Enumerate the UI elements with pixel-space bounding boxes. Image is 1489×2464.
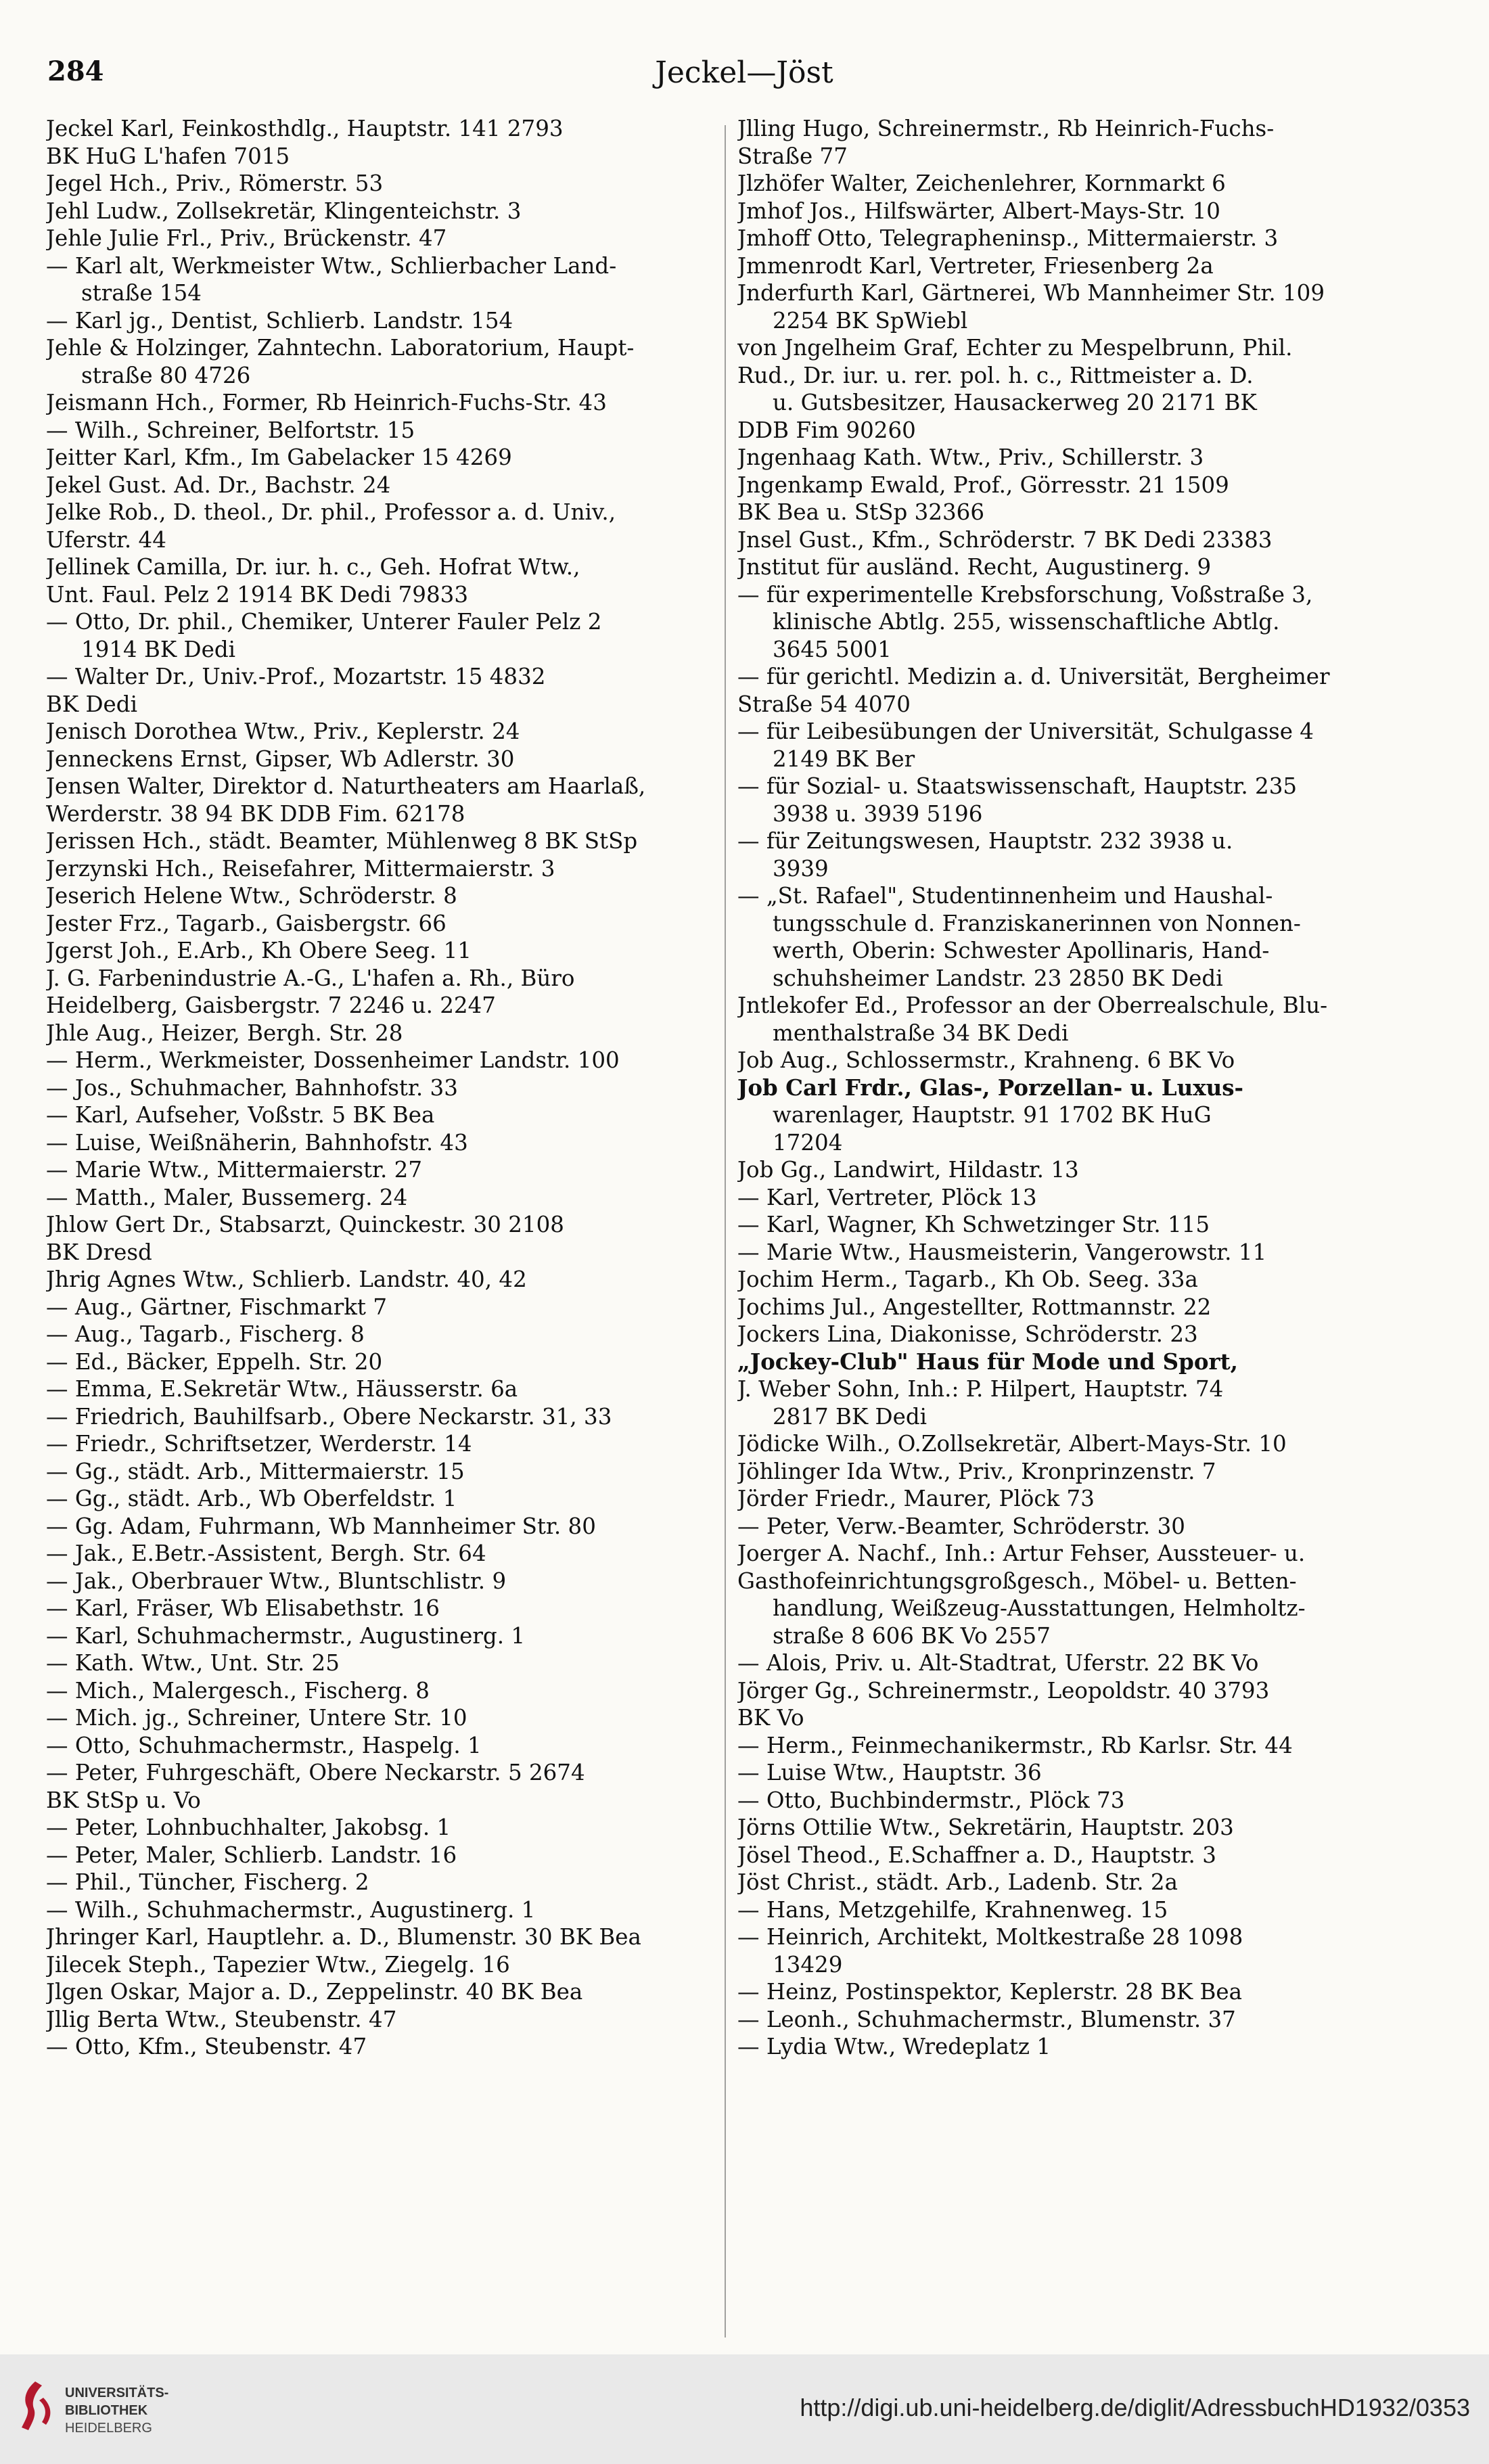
directory-entry: DDB Fim 90260 <box>737 417 916 443</box>
directory-entry: Jekel Gust. Ad. Dr., Bachstr. 24 <box>46 472 391 498</box>
directory-entry: Jmhoff Otto, Telegrapheninsp., Mittermaierstr. 3 <box>737 225 1279 251</box>
directory-entry: Jehle Julie Frl., Priv., Brückenstr. 47 <box>46 225 447 251</box>
page-header <box>47 55 1441 103</box>
directory-entry: Jörger Gg., Schreinermstr., Leopoldstr. 40 3793 <box>737 1677 1270 1704</box>
right-column <box>737 115 1421 2061</box>
university-library-logo-icon <box>19 2380 51 2432</box>
directory-entry: Jörns Ottilie Wtw., Sekretärin, Hauptstr. 203 <box>737 1815 1234 1840</box>
directory-entry: Jntlekofer Ed., Professor an der Oberrealschule, Blu- <box>737 993 1328 1018</box>
directory-entry: 3645 5001 <box>773 636 892 662</box>
directory-entry: Jochims Jul., Angestellter, Rottmannstr. 22 <box>737 1294 1212 1320</box>
directory-entry: Jochim Herm., Tagarb., Kh Ob. Seeg. 33a <box>737 1267 1198 1292</box>
column-divider <box>725 125 726 2337</box>
directory-entry: Jhlow Gert Dr., Stabsarzt, Quinckestr. 30 2108 <box>46 1212 564 1237</box>
left-column <box>46 115 729 2061</box>
directory-entry: — Kath. Wtw., Unt. Str. 25 <box>46 1650 340 1676</box>
directory-entry: — Ed., Bäcker, Eppelh. Str. 20 <box>46 1348 383 1375</box>
directory-entry: Jelke Rob., D. theol., Dr. phil., Professor a. d. Univ., <box>46 499 616 525</box>
directory-entry: — Peter, Fuhrgeschäft, Obere Neckarstr. 5 2674 <box>46 1760 585 1785</box>
directory-entry: Heidelberg, Gaisbergstr. 7 2246 u. 2247 <box>46 993 496 1018</box>
directory-entry: Jerzynski Hch., Reisefahrer, Mittermaierstr. 3 <box>46 855 555 882</box>
directory-entry: Jhrig Agnes Wtw., Schlierb. Landstr. 40, 42 <box>46 1267 527 1292</box>
directory-entry: — Friedrich, Bauhilfsarb., Obere Neckarstr. 31, 33 <box>46 1403 612 1430</box>
directory-entry: — Wilh., Schreiner, Belfortstr. 15 <box>46 417 415 443</box>
directory-entry: J. Weber Sohn, Inh.: P. Hilpert, Hauptstr. 74 <box>737 1376 1224 1402</box>
directory-entry: — Leonh., Schuhmachermstr., Blumenstr. 37 <box>737 2006 1236 2032</box>
directory-entry: BK HuG L'hafen 7015 <box>46 143 290 169</box>
footer-bar <box>0 2354 1489 2464</box>
directory-entry: Jmhof Jos., Hilfswärter, Albert-Mays-Str. 10 <box>737 198 1220 224</box>
directory-entry: werth, Oberin: Schwester Apollinaris, Hand- <box>773 938 1270 963</box>
directory-entry: Unt. Faul. Pelz 2 1914 BK Dedi 79833 <box>46 581 468 608</box>
directory-entry: Jösel Theod., E.Schaffner a. D., Hauptstr. 3 <box>737 1842 1216 1868</box>
directory-entry: schuhsheimer Landstr. 23 2850 BK Dedi <box>773 965 1223 991</box>
directory-entry: — Karl, Schuhmachermstr., Augustinerg. 1 <box>46 1622 526 1649</box>
directory-entry: von Jngelheim Graf, Echter zu Mespelbrunn, Phil. <box>737 335 1293 361</box>
directory-entry: — Mich., Malergesch., Fischerg. 8 <box>46 1677 430 1704</box>
directory-entry: Jehle & Holzinger, Zahntechn. Laboratorium, Haupt- <box>46 335 635 361</box>
directory-entry: — Otto, Buchbindermstr., Plöck 73 <box>737 1787 1125 1813</box>
directory-entry: — für experimentelle Krebsforschung, Voßstraße 3, <box>737 581 1313 608</box>
directory-entry: — Jos., Schuhmacher, Bahnhofstr. 33 <box>46 1074 458 1101</box>
directory-entry: Straße 77 <box>737 143 848 169</box>
directory-entry: u. Gutsbesitzer, Hausackerweg 20 2171 BK <box>773 390 1257 415</box>
directory-entry: Jester Frz., Tagarb., Gaisbergstr. 66 <box>46 910 446 936</box>
directory-entry: Jegel Hch., Priv., Römerstr. 53 <box>46 170 384 196</box>
directory-entry: Jenisch Dorothea Wtw., Priv., Keplerstr. 24 <box>46 718 520 744</box>
directory-entry: 3939 <box>773 855 829 882</box>
directory-entry: handlung, Weißzeug-Ausstattungen, Helmholtz- <box>773 1595 1306 1621</box>
directory-entry: Jlling Hugo, Schreinermstr., Rb Heinrich-Fuchs- <box>737 116 1275 141</box>
directory-entry: Jnsel Gust., Kfm., Schröderstr. 7 BK Dedi 23383 <box>737 526 1273 553</box>
directory-entry: Jnstitut für ausländ. Recht, Augustinerg. 9 <box>737 554 1212 580</box>
directory-entry: BK Vo <box>737 1705 804 1731</box>
running-head: Jeckel—Jöst <box>655 55 833 90</box>
directory-entry: Jngenhaag Kath. Wtw., Priv., Schillerstr. 3 <box>737 444 1204 470</box>
directory-entry: 2817 BK Dedi <box>773 1403 927 1430</box>
directory-entry: Jhringer Karl, Hauptlehr. a. D., Blumenstr. 30 BK Bea <box>46 1924 641 1950</box>
directory-entry: — Heinz, Postinspektor, Keplerstr. 28 BK Bea <box>737 1979 1243 2005</box>
directory-entry: — Mich. jg., Schreiner, Untere Str. 10 <box>46 1705 467 1731</box>
directory-entry: — Otto, Dr. phil., Chemiker, Unterer Fauler Pelz 2 <box>46 609 602 635</box>
directory-entry: — Gg., städt. Arb., Wb Oberfeldstr. 1 <box>46 1486 457 1511</box>
directory-entry: — Gg., städt. Arb., Mittermaierstr. 15 <box>46 1458 465 1484</box>
directory-entry: Rud., Dr. iur. u. rer. pol. h. c., Rittmeister a. D. <box>737 362 1254 388</box>
directory-entry: — Emma, E.Sekretär Wtw., Häusserstr. 6a <box>46 1376 518 1402</box>
directory-entry: Jeitter Karl, Kfm., Im Gabelacker 15 4269 <box>46 444 512 470</box>
directory-entry: — Wilh., Schuhmachermstr., Augustinerg. 1 <box>46 1896 536 1923</box>
directory-entry: Werderstr. 38 94 BK DDB Fim. 62178 <box>46 800 465 827</box>
directory-entry: — Karl, Aufseher, Voßstr. 5 BK Bea <box>46 1102 435 1128</box>
directory-entry: Job Gg., Landwirt, Hildastr. 13 <box>737 1157 1079 1183</box>
directory-entry: — Karl, Wagner, Kh Schwetzinger Str. 115 <box>737 1212 1210 1237</box>
directory-entry: — Matth., Maler, Bussemerg. 24 <box>46 1184 408 1210</box>
directory-entry: — Peter, Lohnbuchhalter, Jakobsg. 1 <box>46 1815 451 1840</box>
directory-entry: — Phil., Tüncher, Fischerg. 2 <box>46 1869 369 1895</box>
directory-entry: — Alois, Priv. u. Alt-Stadtrat, Uferstr. 22 BK Vo <box>737 1650 1259 1676</box>
directory-entry: — Aug., Tagarb., Fischerg. 8 <box>46 1321 365 1347</box>
directory-entry: Jockers Lina, Diakonisse, Schröderstr. 23 <box>737 1321 1198 1347</box>
directory-entry: BK Dresd <box>46 1239 152 1265</box>
directory-entry: Jlgen Oskar, Major a. D., Zeppelinstr. 40 BK Bea <box>46 1979 583 2005</box>
directory-entry: „Jockey-Club" Haus für Mode und Sport, <box>737 1348 1238 1375</box>
directory-entry: Job Aug., Schlossermstr., Krahneng. 6 BK Vo <box>737 1047 1235 1073</box>
directory-entry: J. G. Farbenindustrie A.-G., L'hafen a. Rh., Büro <box>46 965 575 991</box>
directory-entry: — Karl, Fräser, Wb Elisabethstr. 16 <box>46 1595 440 1621</box>
directory-entry: Jhle Aug., Heizer, Bergh. Str. 28 <box>46 1020 403 1046</box>
directory-entry: Jenneckens Ernst, Gipser, Wb Adlerstr. 30 <box>46 746 515 772</box>
directory-entry: — Karl alt, Werkmeister Wtw., Schlierbacher Land- <box>46 252 617 279</box>
directory-entry: — Friedr., Schriftsetzer, Werderstr. 14 <box>46 1431 472 1457</box>
page-number: 284 <box>47 55 104 87</box>
directory-entry: — Otto, Kfm., Steubenstr. 47 <box>46 2034 367 2059</box>
directory-entry: Jödicke Wilh., O.Zollsekretär, Albert-Mays-Str. 10 <box>737 1431 1287 1457</box>
directory-entry: — Hans, Metzgehilfe, Krahnenweg. 15 <box>737 1896 1168 1923</box>
directory-entry: BK Dedi <box>46 691 137 717</box>
directory-entry: Jehl Ludw., Zollsekretär, Klingenteichstr. 3 <box>46 198 522 224</box>
directory-entry: — „St. Rafael", Studentinnenheim und Haushal- <box>737 883 1273 909</box>
directory-entry: — Karl jg., Dentist, Schlierb. Landstr. 154 <box>46 307 513 334</box>
directory-entry: — Heinrich, Architekt, Moltkestraße 28 1098 <box>737 1924 1243 1950</box>
directory-entry: — Aug., Gärtner, Fischmarkt 7 <box>46 1294 388 1320</box>
directory-entry: Jöhlinger Ida Wtw., Priv., Kronprinzenstr. 7 <box>737 1458 1216 1484</box>
directory-entry: Jngenkamp Ewald, Prof., Görresstr. 21 1509 <box>737 472 1229 498</box>
directory-entry: BK StSp u. Vo <box>46 1787 201 1813</box>
directory-entry: — für Zeitungswesen, Hauptstr. 232 3938 u. <box>737 828 1233 854</box>
library-name-line2: BIBLIOTHEK <box>65 2403 148 2418</box>
directory-entry: 3938 u. 3939 5196 <box>773 800 983 827</box>
directory-entry: Joerger A. Nachf., Inh.: Artur Fehser, Aussteuer- u. <box>737 1541 1306 1566</box>
directory-entry: menthalstraße 34 BK Dedi <box>773 1020 1069 1046</box>
directory-entry: Jmmenrodt Karl, Vertreter, Friesenberg 2a <box>737 252 1214 279</box>
directory-entry: Jerissen Hch., städt. Beamter, Mühlenweg 8 BK StSp <box>46 828 638 854</box>
directory-entry: straße 8 606 BK Vo 2557 <box>773 1622 1051 1649</box>
directory-entry: Jeserich Helene Wtw., Schröderstr. 8 <box>46 883 457 909</box>
directory-entry: — für Sozial- u. Staatswissenschaft, Hauptstr. 235 <box>737 773 1298 799</box>
directory-entry: — Herm., Feinmechanikermstr., Rb Karlsr. Str. 44 <box>737 1732 1293 1758</box>
directory-entry: 1914 BK Dedi <box>81 636 236 662</box>
directory-entry: Jensen Walter, Direktor d. Naturtheaters am Haarlaß, <box>46 773 646 799</box>
directory-entry: Straße 54 4070 <box>737 691 911 717</box>
directory-entry: — Luise Wtw., Hauptstr. 36 <box>737 1760 1042 1785</box>
directory-entry: — Herm., Werkmeister, Dossenheimer Landstr. 100 <box>46 1047 620 1073</box>
directory-entry: Jgerst Joh., E.Arb., Kh Obere Seeg. 11 <box>46 938 472 963</box>
directory-entry: Jeismann Hch., Former, Rb Heinrich-Fuchs-Str. 43 <box>46 390 607 415</box>
directory-entry: 2254 BK SpWiebl <box>773 307 968 334</box>
directory-entry: — für gerichtl. Medizin a. d. Universität, Bergheimer <box>737 664 1330 689</box>
directory-entry: Gasthofeinrichtungsgroßgesch., Möbel- u. Betten- <box>737 1568 1297 1594</box>
directory-entry: Jlzhöfer Walter, Zeichenlehrer, Kornmarkt 6 <box>737 170 1226 196</box>
directory-entry: tungsschule d. Franziskanerinnen von Nonnen- <box>773 910 1301 936</box>
directory-entry: 13429 <box>773 1951 843 1978</box>
source-url-link[interactable]: http://digi.ub.uni-heidelberg.de/diglit/AdressbuchHD1932/0353 <box>800 2394 1470 2421</box>
directory-entry: — Gg. Adam, Fuhrmann, Wb Mannheimer Str. 80 <box>46 1513 596 1539</box>
directory-entry: — für Leibesübungen der Universität, Schulgasse 4 <box>737 718 1314 744</box>
directory-entry: straße 80 4726 <box>81 362 251 388</box>
directory-entry: Jllig Berta Wtw., Steubenstr. 47 <box>46 2006 397 2032</box>
directory-entry: — Peter, Maler, Schlierb. Landstr. 16 <box>46 1842 457 1868</box>
directory-entry: Job Carl Frdr., Glas-, Porzellan- u. Luxus- <box>737 1074 1244 1101</box>
directory-entry: Jörder Friedr., Maurer, Plöck 73 <box>737 1486 1095 1511</box>
directory-entry: — Marie Wtw., Hausmeisterin, Vangerowstr. 11 <box>737 1239 1267 1265</box>
directory-entry: Jnderfurth Karl, Gärtnerei, Wb Mannheimer Str. 109 <box>737 280 1325 306</box>
directory-entry: 17204 <box>773 1129 843 1156</box>
directory-entry: Jeckel Karl, Feinkosthdlg., Hauptstr. 141 2793 <box>46 116 564 141</box>
directory-entry: — Jak., Oberbrauer Wtw., Bluntschlistr. 9 <box>46 1568 507 1594</box>
library-name <box>65 2384 168 2437</box>
directory-entry: klinische Abtlg. 255, wissenschaftliche Abtlg. <box>773 609 1280 635</box>
library-name-line3: HEIDELBERG <box>65 2421 152 2436</box>
directory-entry: straße 154 <box>81 280 202 306</box>
directory-entry: Jilecek Steph., Tapezier Wtw., Ziegelg. 16 <box>46 1951 510 1978</box>
directory-entry: — Jak., E.Betr.-Assistent, Bergh. Str. 64 <box>46 1541 486 1566</box>
directory-entry: — Lydia Wtw., Wredeplatz 1 <box>737 2034 1051 2059</box>
directory-entry: Jellinek Camilla, Dr. iur. h. c., Geh. Hofrat Wtw., <box>46 554 580 580</box>
directory-entry: warenlager, Hauptstr. 91 1702 BK HuG <box>773 1102 1212 1128</box>
directory-entry: — Karl, Vertreter, Plöck 13 <box>737 1184 1037 1210</box>
directory-entry: — Luise, Weißnäherin, Bahnhofstr. 43 <box>46 1129 468 1156</box>
directory-entry: Jöst Christ., städt. Arb., Ladenb. Str. 2a <box>737 1869 1178 1895</box>
directory-entry: 2149 BK Ber <box>773 746 915 772</box>
directory-entry: — Otto, Schuhmachermstr., Haspelg. 1 <box>46 1732 482 1758</box>
directory-entry: — Marie Wtw., Mittermaierstr. 27 <box>46 1157 423 1183</box>
library-name-line1: UNIVERSITÄTS- <box>65 2386 169 2400</box>
directory-entry: Uferstr. 44 <box>46 526 166 553</box>
directory-entry: — Peter, Verw.-Beamter, Schröderstr. 30 <box>737 1513 1185 1539</box>
directory-entry: — Walter Dr., Univ.-Prof., Mozartstr. 15 4832 <box>46 664 546 689</box>
directory-entry: BK Bea u. StSp 32366 <box>737 499 985 525</box>
